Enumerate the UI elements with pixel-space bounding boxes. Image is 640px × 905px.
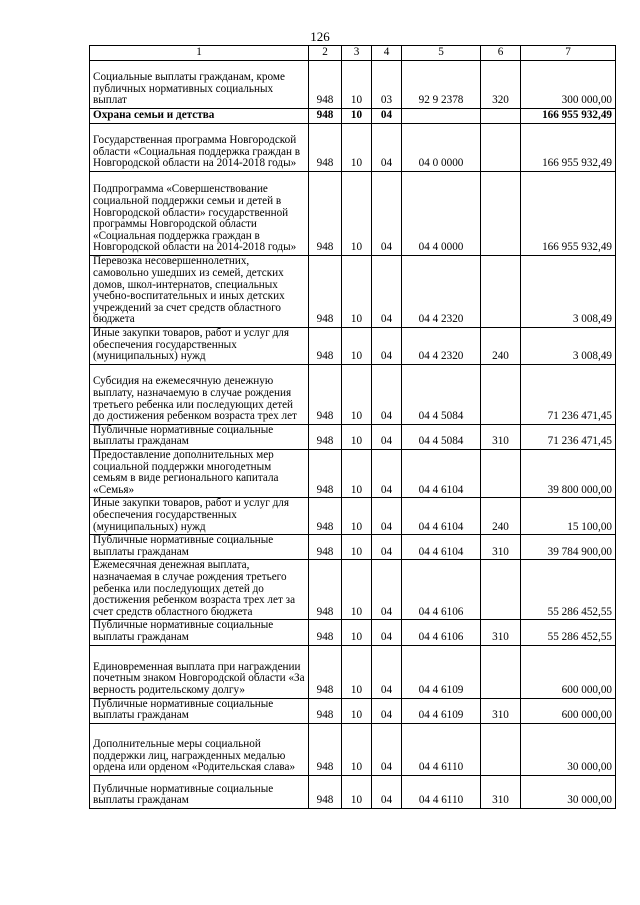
row-amount: 39 784 900,00 (521, 535, 616, 560)
row-code-3: 10 (342, 449, 372, 497)
row-code-3: 10 (342, 498, 372, 535)
row-description: Государственная программа Новгородской области «Социальная поддержка граждан в Новгородской области на 2014-2018 годы» (90, 124, 309, 172)
row-amount: 166 955 932,49 (521, 124, 616, 172)
row-code-4: 04 (372, 124, 402, 172)
row-code-4: 04 (372, 109, 402, 124)
row-amount: 15 100,00 (521, 498, 616, 535)
row-code-2: 948 (309, 645, 342, 698)
row-code-3: 10 (342, 256, 372, 328)
row-code-2: 948 (309, 424, 342, 449)
row-amount: 55 286 452,55 (521, 560, 616, 620)
row-code-5: 04 4 6109 (402, 698, 481, 723)
row-amount: 3 008,49 (521, 328, 616, 365)
column-header: 5 (402, 46, 481, 61)
row-amount: 30 000,00 (521, 723, 616, 775)
row-code-5: 04 4 6109 (402, 645, 481, 698)
row-code-4: 04 (372, 498, 402, 535)
row-amount: 600 000,00 (521, 645, 616, 698)
row-code-4: 04 (372, 620, 402, 645)
table-row (90, 535, 616, 560)
row-amount: 600 000,00 (521, 698, 616, 723)
row-code-2: 948 (309, 256, 342, 328)
row-code-2: 948 (309, 775, 342, 808)
row-code-5: 04 4 6104 (402, 498, 481, 535)
row-code-3: 10 (342, 645, 372, 698)
row-amount: 71 236 471,45 (521, 364, 616, 424)
row-code-4: 04 (372, 424, 402, 449)
row-code-5: 04 4 6106 (402, 620, 481, 645)
row-code-6 (481, 723, 521, 775)
row-amount: 39 800 000,00 (521, 449, 616, 497)
row-code-3: 10 (342, 723, 372, 775)
table-row (90, 61, 616, 109)
row-code-5: 92 9 2378 (402, 61, 481, 109)
row-code-2: 948 (309, 61, 342, 109)
row-description: Подпрограмма «Совершенствование социальной поддержки семьи и детей в Новгородской области» государственной программы Новгородской области «Социальная поддержка граждан в Новгородской области на 2014-2018 годы» (90, 172, 309, 256)
table-row (90, 723, 616, 775)
row-description: Дополнительные меры социальной поддержки лиц, награжденных медалью ордена или орденом «Родительская слава» (90, 723, 309, 775)
row-code-2: 948 (309, 498, 342, 535)
table-row (90, 424, 616, 449)
row-code-4: 04 (372, 172, 402, 256)
column-header: 3 (342, 46, 372, 61)
row-code-5: 04 4 6110 (402, 723, 481, 775)
row-code-5: 04 4 5084 (402, 424, 481, 449)
row-code-2: 948 (309, 172, 342, 256)
row-code-5: 04 4 6104 (402, 535, 481, 560)
row-code-6: 240 (481, 498, 521, 535)
row-code-6 (481, 364, 521, 424)
row-code-2: 948 (309, 698, 342, 723)
row-code-4: 04 (372, 560, 402, 620)
row-description: Субсидия на ежемесячную денежную выплату, назначаемую в случае рождения третьего ребенка или последующих детей до достижения ребенком возраста трех лет (90, 364, 309, 424)
row-code-2: 948 (309, 723, 342, 775)
row-code-3: 10 (342, 560, 372, 620)
table-row (90, 172, 616, 256)
row-code-5: 04 0 0000 (402, 124, 481, 172)
row-code-4: 04 (372, 645, 402, 698)
budget-table (89, 45, 616, 809)
row-code-3: 10 (342, 364, 372, 424)
row-code-6 (481, 109, 521, 124)
row-code-4: 03 (372, 61, 402, 109)
row-code-2: 948 (309, 449, 342, 497)
column-header: 1 (90, 46, 309, 61)
row-code-3: 10 (342, 535, 372, 560)
row-code-2: 948 (309, 328, 342, 365)
table-row (90, 560, 616, 620)
row-code-2: 948 (309, 124, 342, 172)
row-amount: 55 286 452,55 (521, 620, 616, 645)
row-code-3: 10 (342, 620, 372, 645)
row-code-6: 240 (481, 328, 521, 365)
row-description: Публичные нормативные социальные выплаты гражданам (90, 775, 309, 808)
row-code-5: 04 4 2320 (402, 256, 481, 328)
row-code-4: 04 (372, 449, 402, 497)
row-code-2: 948 (309, 109, 342, 124)
row-code-6 (481, 449, 521, 497)
table-header-row (90, 46, 616, 61)
row-code-6: 310 (481, 424, 521, 449)
row-description: Перевозка несовершеннолетних, самовольно ушедших из семей, детских домов, школ-интернатов, специальных учебно-воспитательных и иных детских учреждений за счет средств областного бюджета (90, 256, 309, 328)
row-description: Охрана семьи и детства (90, 109, 309, 124)
row-amount: 300 000,00 (521, 61, 616, 109)
row-code-6 (481, 124, 521, 172)
row-code-3: 10 (342, 698, 372, 723)
row-description: Публичные нормативные социальные выплаты гражданам (90, 620, 309, 645)
row-code-4: 04 (372, 535, 402, 560)
row-code-6 (481, 560, 521, 620)
column-header: 4 (372, 46, 402, 61)
row-code-5: 04 4 5084 (402, 364, 481, 424)
row-code-5: 04 4 6104 (402, 449, 481, 497)
row-code-2: 948 (309, 620, 342, 645)
row-code-6: 320 (481, 61, 521, 109)
row-code-6 (481, 645, 521, 698)
row-amount: 30 000,00 (521, 775, 616, 808)
row-code-6: 310 (481, 775, 521, 808)
row-description: Публичные нормативные социальные выплаты гражданам (90, 698, 309, 723)
row-amount: 71 236 471,45 (521, 424, 616, 449)
table-row (90, 620, 616, 645)
row-amount: 3 008,49 (521, 256, 616, 328)
row-code-5: 04 4 6106 (402, 560, 481, 620)
row-amount: 166 955 932,49 (521, 109, 616, 124)
table-row (90, 645, 616, 698)
row-description: Социальные выплаты гражданам, кроме публичных нормативных социальных выплат (90, 61, 309, 109)
row-amount: 166 955 932,49 (521, 172, 616, 256)
row-code-4: 04 (372, 328, 402, 365)
column-header: 7 (521, 46, 616, 61)
row-code-2: 948 (309, 364, 342, 424)
table-row (90, 449, 616, 497)
page-number: 126 (310, 29, 330, 44)
row-code-5: 04 4 6110 (402, 775, 481, 808)
row-code-3: 10 (342, 775, 372, 808)
row-code-5: 04 4 2320 (402, 328, 481, 365)
row-code-4: 04 (372, 723, 402, 775)
row-code-6 (481, 172, 521, 256)
row-description: Иные закупки товаров, работ и услуг для обеспечения государственных (муниципальных) нужд (90, 328, 309, 365)
row-description: Единовременная выплата при награждении почетным знаком Новгородской области «За верность родительскому долгу» (90, 645, 309, 698)
row-code-6: 310 (481, 535, 521, 560)
row-code-5 (402, 109, 481, 124)
row-code-4: 04 (372, 775, 402, 808)
row-code-3: 10 (342, 424, 372, 449)
row-code-3: 10 (342, 109, 372, 124)
table-row (90, 109, 616, 124)
row-code-3: 10 (342, 172, 372, 256)
row-code-6 (481, 256, 521, 328)
row-description: Иные закупки товаров, работ и услуг для обеспечения государственных (муниципальных) нужд (90, 498, 309, 535)
table-row (90, 328, 616, 365)
row-description: Публичные нормативные социальные выплаты гражданам (90, 424, 309, 449)
table-row (90, 775, 616, 808)
table-row (90, 698, 616, 723)
row-code-4: 04 (372, 698, 402, 723)
row-code-6: 310 (481, 620, 521, 645)
table-row (90, 124, 616, 172)
row-description: Публичные нормативные социальные выплаты гражданам (90, 535, 309, 560)
row-description: Предоставление дополнительных мер социальной поддержки многодетным семьям в виде регионального капитала «Семья» (90, 449, 309, 497)
table-row (90, 256, 616, 328)
table-row (90, 498, 616, 535)
row-code-3: 10 (342, 328, 372, 365)
row-code-2: 948 (309, 535, 342, 560)
row-code-4: 04 (372, 256, 402, 328)
table-row (90, 364, 616, 424)
row-code-2: 948 (309, 560, 342, 620)
column-header: 6 (481, 46, 521, 61)
row-code-4: 04 (372, 364, 402, 424)
column-header: 2 (309, 46, 342, 61)
row-code-6: 310 (481, 698, 521, 723)
row-description: Ежемесячная денежная выплата, назначаемая в случае рождения третьего ребенка или последующих детей до достижения ребенком возраста трех лет за счет средств областного бюджета (90, 560, 309, 620)
row-code-3: 10 (342, 124, 372, 172)
row-code-5: 04 4 0000 (402, 172, 481, 256)
row-code-3: 10 (342, 61, 372, 109)
